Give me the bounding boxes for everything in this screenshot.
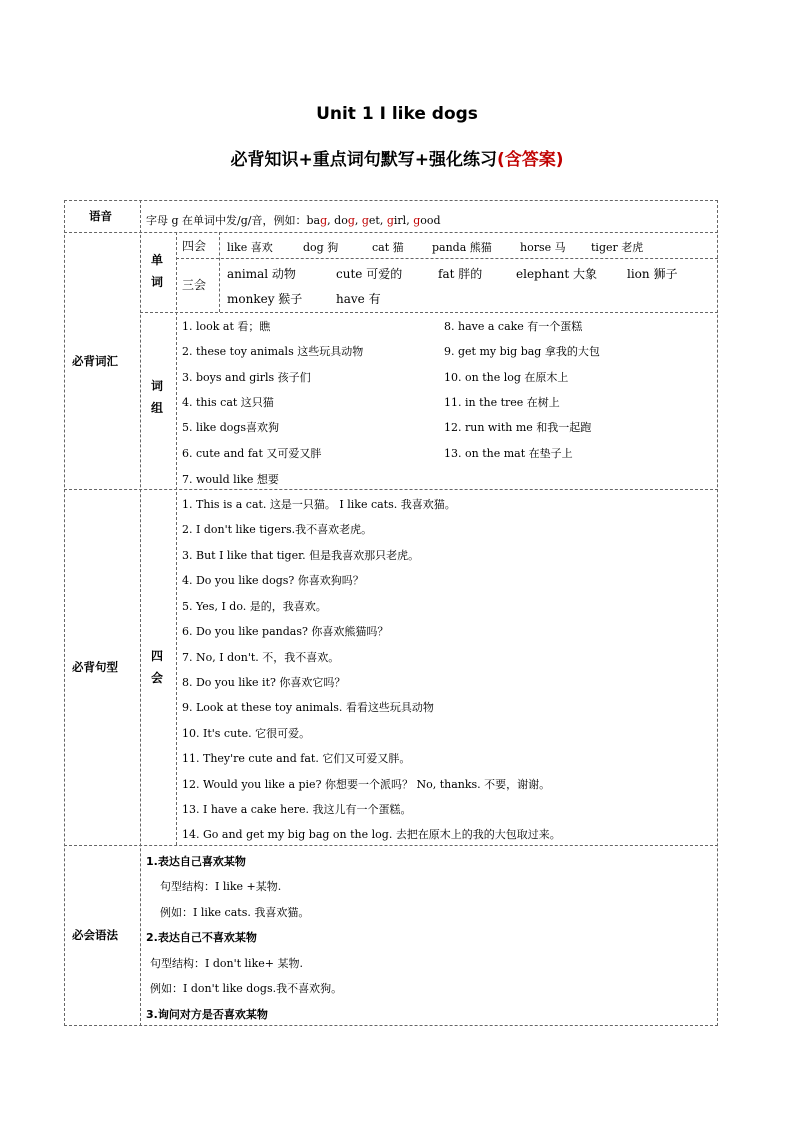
page-subtitle bbox=[0, 145, 794, 170]
phrase-label: 词 组 bbox=[150, 379, 163, 415]
subtitle-answer-note: (含答案) bbox=[496, 150, 564, 170]
vocab-word: lion 狮子 bbox=[627, 267, 678, 281]
phonics-prefix: 字母 g 在单词中发/g/音，例如： bbox=[146, 214, 307, 227]
phrase-item: 5. like dogs喜欢狗 bbox=[182, 421, 280, 434]
vocab-word: elephant 大象 bbox=[516, 267, 597, 281]
phonics-word-dog: dog, bbox=[334, 214, 362, 227]
sentence-item: 11. They're cute and fat. 它们又可爱又胖。 bbox=[182, 752, 411, 765]
word-label: 单 词 bbox=[150, 253, 163, 289]
grammar-heading-1: 1.表达自己喜欢某物 bbox=[146, 855, 246, 868]
phonics-word-girl: girl, bbox=[386, 214, 414, 227]
knowledge-table bbox=[64, 200, 718, 1026]
phrase-item: 6. cute and fat 又可爱又胖 bbox=[182, 447, 322, 460]
col-divider bbox=[176, 232, 177, 845]
sentence-item: 3. But I like that tiger. 但是我喜欢那只老虎。 bbox=[182, 549, 420, 562]
three-skill-label: 三会 bbox=[182, 278, 207, 292]
grammar-structure-1: 句型结构：I like +某物. bbox=[160, 880, 282, 893]
vocab-word: tiger 老虎 bbox=[591, 241, 644, 254]
sentence-item: 5. Yes, I do. 是的，我喜欢。 bbox=[182, 600, 327, 613]
row-divider bbox=[64, 845, 718, 846]
subtitle-main: 必背知识+重点词句默写+强化练习 bbox=[230, 150, 497, 170]
sentence-item: 2. I don't like tigers.我不喜欢老虎。 bbox=[182, 523, 373, 536]
phrase-item: 10. on the log 在原木上 bbox=[444, 371, 569, 384]
sentence-item: 12. Would you like a pie? 你想要一个派吗？ No, thanks. 不要，谢谢。 bbox=[182, 778, 551, 791]
sentences-skill-label: 四 会 bbox=[150, 649, 163, 685]
row-divider bbox=[140, 312, 718, 313]
vocab-word: fat 胖的 bbox=[438, 267, 483, 281]
col-divider bbox=[219, 232, 220, 312]
grammar-example-2: 例如：I don't like dogs.我不喜欢狗。 bbox=[150, 982, 343, 995]
sentence-item: 1. This is a cat. 这是一只猫。 I like cats. 我喜欢猫。 bbox=[182, 498, 456, 511]
col-divider bbox=[140, 200, 141, 1026]
phrase-item: 7. would like 想要 bbox=[182, 473, 279, 486]
phonics-word-good: good bbox=[413, 214, 441, 227]
vocab-word: cute 可爱的 bbox=[336, 267, 403, 281]
vocab-section-label: 必背词汇 bbox=[72, 354, 118, 368]
sentence-item: 14. Go and get my big bag on the log. 去把在原木上的我的大包取过来。 bbox=[182, 828, 561, 841]
grammar-heading-3: 3.询问对方是否喜欢某物 bbox=[146, 1008, 268, 1021]
phrase-item: 1. look at 看；瞧 bbox=[182, 320, 271, 333]
sentence-item: 13. I have a cake here. 我这儿有一个蛋糕。 bbox=[182, 803, 412, 816]
phrase-item: 4. this cat 这只猫 bbox=[182, 396, 274, 409]
vocab-word: like 喜欢 bbox=[227, 241, 273, 254]
four-skill-label: 四会 bbox=[182, 239, 207, 253]
sentence-item: 4. Do you like dogs? 你喜欢狗吗？ bbox=[182, 574, 364, 587]
phrase-item: 13. on the mat 在垫子上 bbox=[444, 447, 573, 460]
phonics-word-bag: bag, bbox=[306, 214, 335, 227]
vocab-word: horse 马 bbox=[520, 241, 566, 254]
sentence-item: 8. Do you like it? 你喜欢它吗？ bbox=[182, 676, 346, 689]
page-title: Unit 1 I like dogs bbox=[316, 104, 478, 124]
vocab-word: panda 熊猫 bbox=[432, 241, 492, 254]
sentence-item: 9. Look at these toy animals. 看看这些玩具动物 bbox=[182, 701, 434, 714]
vocab-word: have 有 bbox=[336, 292, 381, 306]
grammar-structure-2: 句型结构：I don't like+ 某物. bbox=[150, 957, 303, 970]
grammar-example-1: 例如：I like cats. 我喜欢猫。 bbox=[160, 906, 310, 919]
sentence-item: 7. No, I don't. 不，我不喜欢。 bbox=[182, 651, 340, 664]
phrase-item: 8. have a cake 有一个蛋糕 bbox=[444, 320, 583, 333]
phonics-word-get: get, bbox=[361, 214, 387, 227]
phrase-item: 3. boys and girls 孩子们 bbox=[182, 371, 311, 384]
vocab-word: animal 动物 bbox=[227, 267, 296, 281]
sentence-item: 10. It's cute. 它很可爱。 bbox=[182, 727, 311, 740]
sentences-section-label: 必背句型 bbox=[72, 660, 118, 674]
row-divider bbox=[176, 258, 718, 259]
vocab-word: dog 狗 bbox=[303, 241, 339, 254]
vocab-word: monkey 猴子 bbox=[227, 292, 303, 306]
grammar-section-label: 必会语法 bbox=[72, 928, 118, 942]
phonics-label: 语音 bbox=[89, 209, 112, 223]
grammar-heading-2: 2.表达自己不喜欢某物 bbox=[146, 931, 257, 944]
sentence-item: 6. Do you like pandas? 你喜欢熊猫吗？ bbox=[182, 625, 389, 638]
row-divider bbox=[64, 489, 718, 490]
phrase-item: 9. get my big bag 拿我的大包 bbox=[444, 345, 600, 358]
phonics-text bbox=[146, 212, 441, 228]
vocab-word: cat 猫 bbox=[372, 241, 404, 254]
row-divider bbox=[64, 232, 718, 233]
phrase-item: 11. in the tree 在树上 bbox=[444, 396, 560, 409]
phrase-item: 12. run with me 和我一起跑 bbox=[444, 421, 592, 434]
phrase-item: 2. these toy animals 这些玩具动物 bbox=[182, 345, 364, 358]
